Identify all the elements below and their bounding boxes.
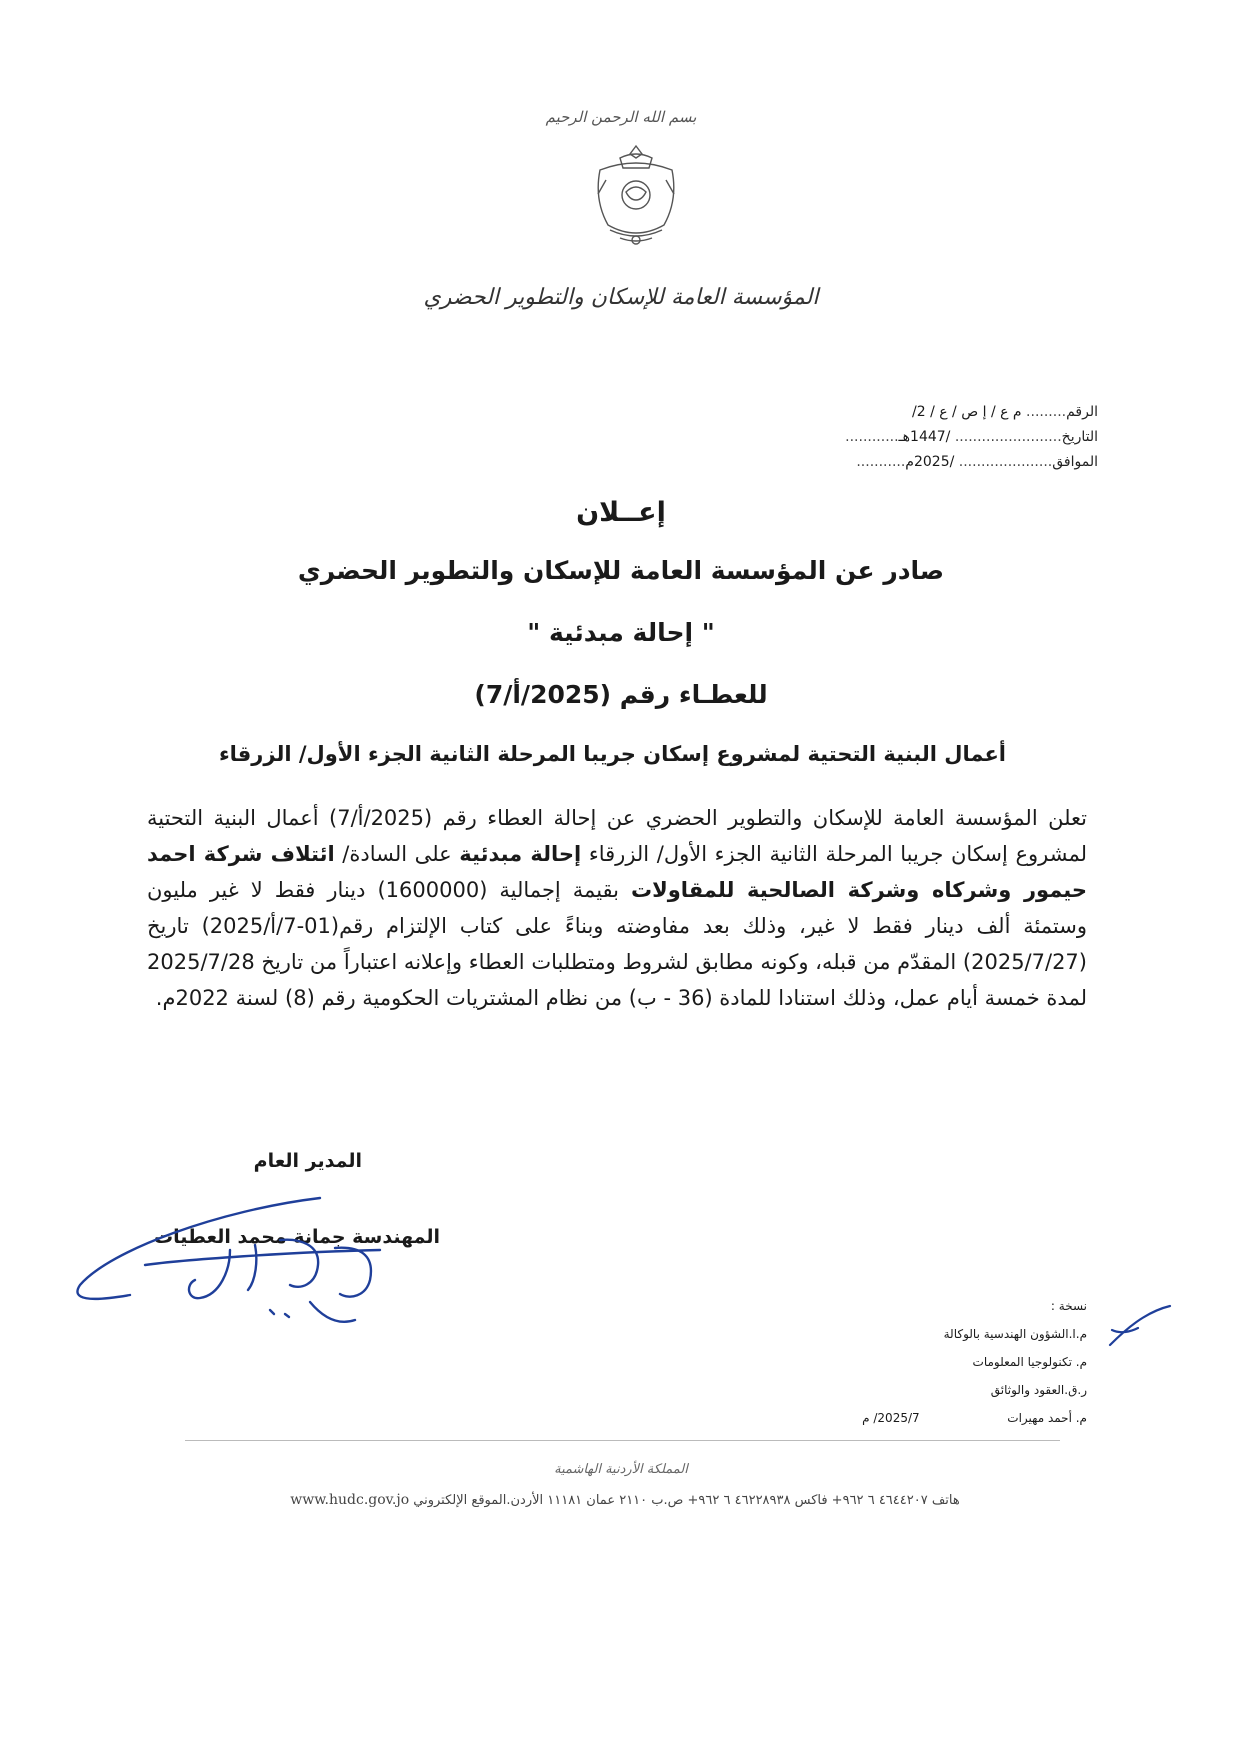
reference-number-value: م ع / إ ص / ع / 2/ xyxy=(912,404,1022,420)
footer-website-link[interactable]: www.hudc.gov.jo xyxy=(290,1492,410,1508)
footer-country: المملكة الأردنية الهاشمية xyxy=(554,1462,688,1477)
reference-block xyxy=(0,400,1098,475)
announcement-issuer: صادر عن المؤسسة العامة للإسكان والتطوير الحضري xyxy=(297,556,945,585)
copies-date: 2025/7/ م xyxy=(862,1411,920,1425)
signatory-name: المهندسة جمانة محمد العطيات xyxy=(154,1226,440,1248)
basmala: بسم الله الرحمن الرحيم xyxy=(545,108,697,126)
body-text-1: تعلن المؤسسة العامة للإسكان والتطوير الحضري عن إحالة العطاء رقم (2025/أ/7) أعمال البنية التحتية لمشروع إسكان جريبا المرحلة الثانية الجزء الأول/ الزرقاء xyxy=(147,806,1087,866)
body-text-3: بقيمة إجمالية (1600000) دينار فقط لا غير مليون وستمئة ألف دينار فقط لا غير، وذلك بعد مفاوضته وبناءً على كتاب الإلتزام رقم(01-7/أ/2025) تاريخ (2025/7/27) المقدّم من قبله، وكونه مطابق لشروط ومتطلبات العطاء وإعلانه اعتباراً من تاريخ 2025/7/28 لمدة خمسة أيام عمل، وذلك استنادا للمادة (36 - ب) من نظام المشتريات الحكومية رقم (8) لسنة 2022م. xyxy=(147,878,1088,1010)
announcement-type: " إحالة مبدئية " xyxy=(527,618,715,647)
reference-number-row: الرقم......... م ع / إ ص / ع / 2/ xyxy=(912,404,1098,420)
body-bold-1: إحالة مبدئية xyxy=(459,842,582,866)
tender-number: للعطـاء رقم (2025/أ/7) xyxy=(474,680,768,709)
reference-equiv-label: الموافق xyxy=(1052,454,1098,470)
copy-item: م. تكنولوجيا المعلومات xyxy=(972,1355,1087,1369)
copy-item: م. أحمد مهيرات xyxy=(1007,1411,1087,1425)
body-bold-2: ائتلاف شركة احمد حيمور وشركاه وشركة الصالحية للمقاولات xyxy=(147,842,1087,902)
body-text-2: على السادة/ xyxy=(334,842,460,866)
copies-label: نسخة : xyxy=(1050,1299,1087,1313)
announcement-body xyxy=(147,800,1087,1016)
reference-date-value: /1447هـ xyxy=(898,429,951,445)
footer-contact: هاتف ٤٦٤٤٢٠٧ ٦ ٩٦٢+ فاكس ٤٦٢٢٨٩٣٨ ٦ ٩٦٢+ ص.ب ٢١١٠ عمان ١١١٨١ الأردن.الموقع الإلكتروني xyxy=(413,1493,960,1508)
institution-name: المؤسسة العامة للإسكان والتطوير الحضري xyxy=(423,285,819,310)
coat-of-arms-emblem xyxy=(590,140,682,250)
footer-divider xyxy=(185,1440,1060,1441)
signatory-title: المدير العام xyxy=(253,1150,362,1172)
copy-item: ر.ق.العقود والوثائق xyxy=(990,1383,1087,1397)
reference-date-label: التاريخ xyxy=(1061,429,1098,445)
reference-number-label: الرقم xyxy=(1066,404,1098,420)
reference-equiv-row: الموافق..................... /2025م........... xyxy=(856,454,1098,470)
reference-date-row: التاريخ........................ /1447هـ............ xyxy=(845,429,1098,445)
reference-equiv-value: /2025م xyxy=(905,454,955,470)
copies-list xyxy=(862,1292,1087,1432)
copy-item: م.ا.الشؤون الهندسية بالوكالة xyxy=(943,1327,1087,1341)
announcement-title: إعــلان xyxy=(576,497,666,528)
tender-subject: أعمال البنية التحتية لمشروع إسكان جريبا المرحلة الثانية الجزء الأول/ الزرقاء xyxy=(218,742,1006,766)
footer-contact-line xyxy=(175,1492,1075,1508)
copies-handwritten-mark xyxy=(1100,1300,1180,1355)
handwritten-signature xyxy=(70,1190,400,1335)
copy-item-with-date xyxy=(862,1404,1087,1432)
